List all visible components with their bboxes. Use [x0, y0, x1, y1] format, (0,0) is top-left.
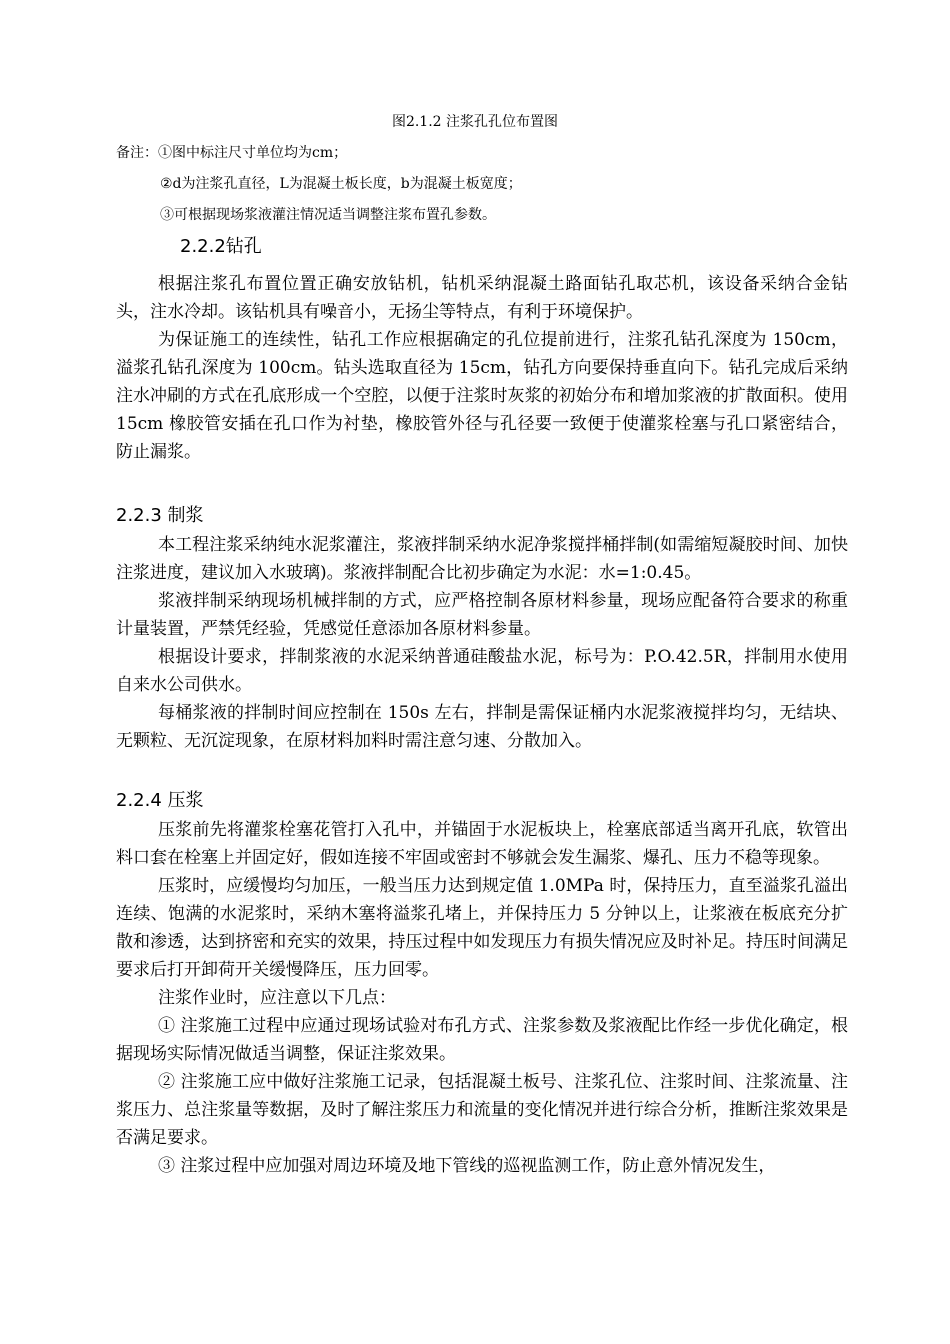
- paragraph: 根据设计要求，拌制浆液的水泥采纳普通硅酸盐水泥，标号为：P.O.42.5R，拌制用水使用自来水公司供水。: [116, 647, 848, 695]
- paragraph: ① 注浆施工过程中应通过现场试验对布孔方式、注浆参数及浆液配比作经一步优化确定，根据现场实际情况做适当调整，保证注浆效果。: [116, 1016, 848, 1064]
- section-heading-drilling: 2.2.2钻孔: [180, 236, 262, 257]
- section-heading-grout-mixing: 2.2.3 制浆: [116, 505, 204, 526]
- section-heading-pressure-grouting: 2.2.4 压浆: [116, 790, 204, 811]
- note-line-1: 备注：①图中标注尺寸单位均为cm；: [116, 145, 348, 161]
- paragraph: 为保证施工的连续性，钻孔工作应根据确定的孔位提前进行，注浆孔钻孔深度为 150cm，溢浆孔钻孔深度为 100cm。钻头选取直径为 15cm，钻孔方向要保持垂直向下。钻孔完成后采纳注水冲刷的方式在孔底形成一个空腔，以便于注浆时灰浆的初始分布和增加浆液的扩散面积。使用 15cm 橡胶管安插在孔口作为衬垫，橡胶管外径与孔径要一致便于使灌浆栓塞与孔口紧密结合，防止漏浆。: [116, 330, 848, 462]
- paragraph: 本工程注浆采纳纯水泥浆灌注，浆液拌制采纳水泥净浆搅拌桶拌制(如需缩短凝胶时间、加快注浆进度，建议加入水玻璃)。浆液拌制配合比初步确定为水泥：水=1:0.45。: [116, 535, 848, 583]
- paragraph: ② 注浆施工应中做好注浆施工记录，包括混凝土板号、注浆孔位、注浆时间、注浆流量、注浆压力、总注浆量等数据，及时了解注浆压力和流量的变化情况并进行综合分析，推断注浆效果是否满足要求。: [116, 1072, 848, 1148]
- section-body-grout-mixing: [116, 531, 848, 755]
- paragraph: ③ 注浆过程中应加强对周边环境及地下管线的巡视监测工作，防止意外情况发生，: [158, 1156, 776, 1176]
- paragraph: 注浆作业时，应注意以下几点：: [158, 988, 396, 1008]
- note-line-2: ②d为注浆孔直径，L为混凝土板长度，b为混凝土板宽度；: [160, 176, 522, 192]
- section-body-drilling: [116, 270, 848, 466]
- paragraph: 根据注浆孔布置位置正确安放钻机，钻机采纳混凝土路面钻孔取芯机，该设备采纳合金钻头，注水冷却。该钻机具有噪音小，无扬尘等特点，有利于环境保护。: [116, 274, 848, 322]
- paragraph: 每桶浆液的拌制时间应控制在 150s 左右，拌制是需保证桶内水泥浆液搅拌均匀，无结块、无颗粒、无沉淀现象，在原材料加料时需注意匀速、分散加入。: [116, 703, 848, 751]
- note-line-3: ③可根据现场浆液灌注情况适当调整注浆布置孔参数。: [160, 207, 496, 223]
- section-body-pressure-grouting: [116, 816, 848, 1180]
- paragraph: 浆液拌制采纳现场机械拌制的方式，应严格控制各原材料参量，现场应配备符合要求的称重计量装置，严禁凭经验，凭感觉任意添加各原材料参量。: [116, 591, 848, 639]
- paragraph: 压浆前先将灌浆栓塞花管打入孔中，并锚固于水泥板块上，栓塞底部适当离开孔底，软管出料口套在栓塞上并固定好，假如连接不牢固或密封不够就会发生漏浆、爆孔、压力不稳等现象。: [116, 820, 848, 868]
- paragraph: 压浆时，应缓慢均匀加压，一般当压力达到规定值 1.0MPa 时，保持压力，直至溢浆孔溢出连续、饱满的水泥浆时，采纳木塞将溢浆孔堵上，并保持压力 5 分钟以上，让浆液在板底充分扩散和渗透，达到挤密和充实的效果，持压过程中如发现压力有损失情况应及时补足。持压时间满足要求后打开卸荷开关缓慢降压，压力回零。: [116, 876, 848, 980]
- figure-caption: 图2.1.2 注浆孔孔位布置图: [391, 114, 559, 130]
